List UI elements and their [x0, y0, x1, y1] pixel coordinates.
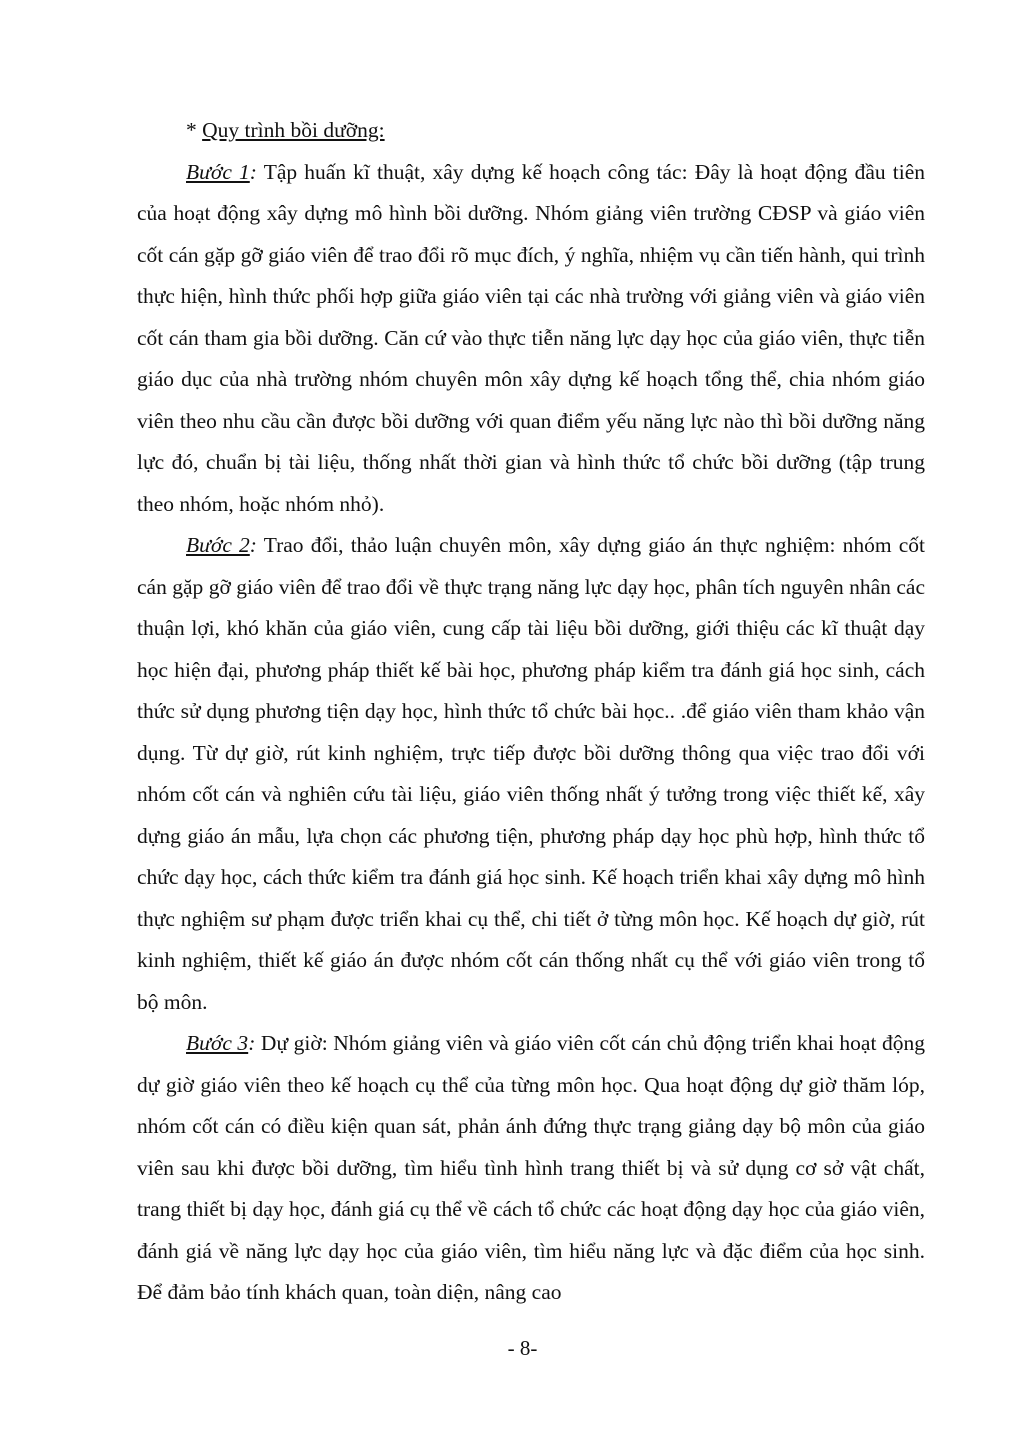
step-2-label: Bước 2: — [186, 533, 257, 557]
step-2-text: Trao đổi, thảo luận chuyên môn, xây dựng giáo án thực nghiệm: nhóm cốt cán gặp gỡ giáo viên để trao đổi về thực trạng năng lực dạy học, phân tích nguyên nhân các thuận lợi, khó khăn của giáo viên, cung cấp tài liệu bồi dưỡng, giới thiệu các kĩ thuật dạy học hiện đại, phương pháp thiết kế bài học, phương pháp kiểm tra đánh giá học sinh, cách thức sử dụng phương tiện dạy học, hình thức tổ chức bài học.. .để giáo viên tham khảo vận dụng. Từ dự giờ, rút kinh nghiệm, trực tiếp được bồi dưỡng thông qua việc trao đổi với nhóm cốt cán và nghiên cứu tài liệu, giáo viên thống nhất ý tưởng trong việc thiết kế, xây dựng giáo án mẫu, lựa chọn các phương tiện, phương pháp dạy học phù hợp, hình thức tổ chức dạy học, cách thức kiểm tra đánh giá học sinh. Kế hoạch triển khai xây dựng mô hình thực nghiệm sư phạm được triển khai cụ thể, chi tiết ở từng môn học. Kế hoạch dự giờ, rút kinh nghiệm, thiết kế giáo án được nhóm cốt cán thống nhất cụ thể với giáo viên trong tổ bộ môn. — [137, 533, 925, 1014]
step-3-text: Dự giờ: Nhóm giảng viên và giáo viên cốt cán chủ động triển khai hoạt động dự giờ giáo viên theo kế hoạch cụ thể của từng môn học. Qua hoạt động dự giờ thăm lóp, nhóm cốt cán có điều kiện quan sát, phản ánh đứng thực trạng giảng dạy bộ môn của giáo viên sau khi được bồi dưỡng, tìm hiểu tình hình trang thiết bị và sử dụng cơ sở vật chất, trang thiết bị dạy học, đánh giá cụ thể về cách tổ chức các hoạt động dạy học của giáo viên, đánh giá về năng lực dạy học của giáo viên, tìm hiểu năng lực và đặc điểm của học sinh. Để đảm bảo tính khách quan, toàn diện, nâng cao — [137, 1031, 925, 1304]
step-3-paragraph — [137, 1023, 925, 1314]
heading-bullet: * — [186, 118, 197, 142]
step-2-paragraph — [137, 525, 925, 1023]
section-heading — [137, 110, 925, 152]
step-1-text: Tập huấn kĩ thuật, xây dựng kế hoạch công tác: Đây là hoạt động đầu tiên của hoạt động xây dựng mô hình bồi dưỡng. Nhóm giảng viên trường CĐSP và giáo viên cốt cán gặp gỡ giáo viên để trao đổi rõ mục đích, ý nghĩa, nhiệm vụ cần tiến hành, qui trình thực hiện, hình thức phối hợp giữa giáo viên tại các nhà trường với giảng viên và giáo viên cốt cán tham gia bồi dưỡng. Căn cứ vào thực tiễn năng lực dạy học của giáo viên, thực tiễn giáo dục của nhà trường nhóm chuyên môn xây dựng kế hoạch tổng thể, chia nhóm giáo viên theo nhu cầu cần được bồi dưỡng với quan điểm yếu năng lực nào thì bồi dưỡng năng lực đó, chuẩn bị tài liệu, thống nhất thời gian và hình thức tổ chức bồi dưỡng (tập trung theo nhóm, hoặc nhóm nhỏ). — [137, 159, 925, 516]
page-number: - 8- — [507, 1336, 538, 1360]
step-3-label: Bước 3: — [186, 1031, 256, 1055]
step-1-paragraph — [137, 152, 925, 526]
step-1-label: Bước 1: — [186, 159, 257, 184]
heading-text: Quy trình bồi dưỡng: — [202, 118, 385, 142]
page-body — [137, 110, 925, 1314]
